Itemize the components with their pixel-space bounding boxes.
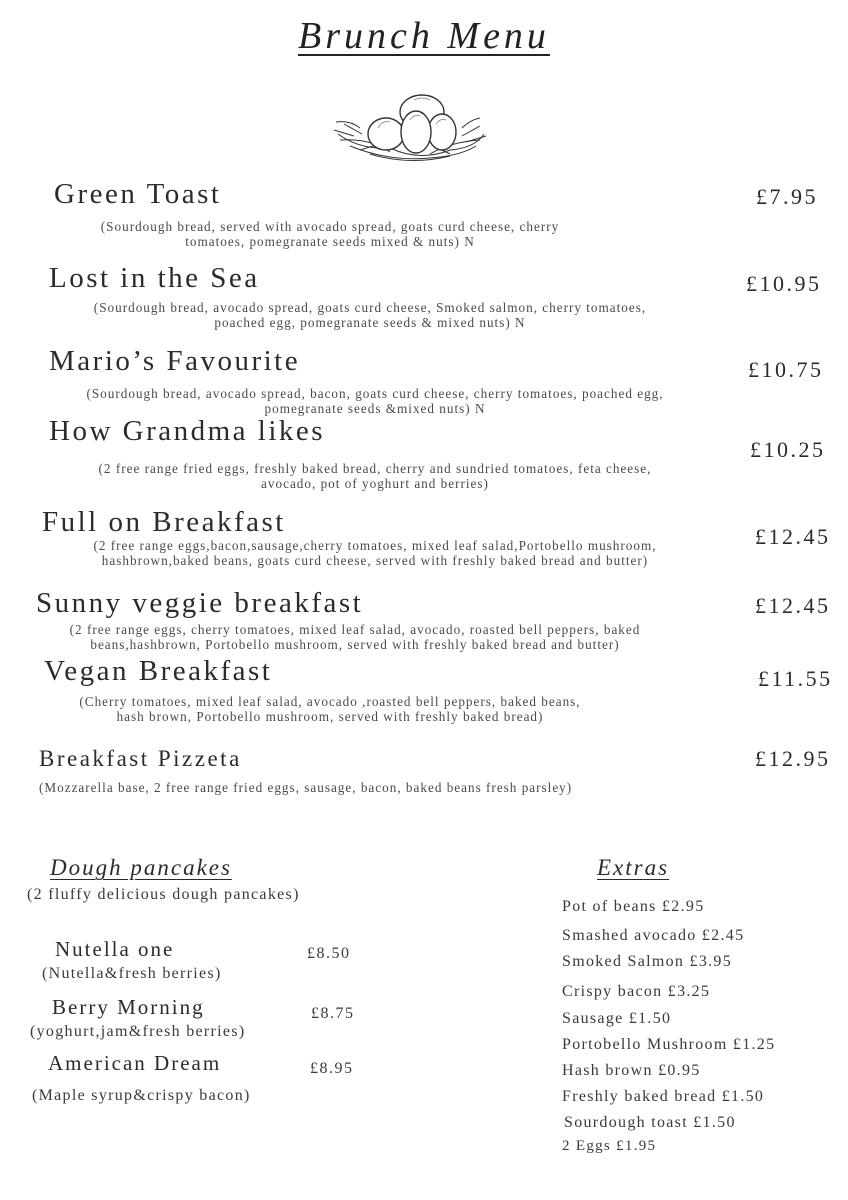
- extras-item: Hash brown £0.95: [562, 1062, 701, 1079]
- menu-item-price: £12.95: [755, 746, 831, 771]
- pancake-item-price: £8.50: [307, 945, 351, 962]
- menu-item-price: £7.95: [756, 184, 818, 209]
- menu-item-description: (Sourdough bread, avocado spread, bacon, goats curd cheese, cherry tomatoes, poached egg, pomegranate seeds &mixed nuts) N: [86, 386, 664, 416]
- pancakes-section-title: Dough pancakes: [50, 855, 232, 880]
- pancake-item-name: American Dream: [48, 1051, 222, 1075]
- pancake-item-price: £8.95: [310, 1060, 354, 1077]
- menu-item-name: Mario’s Favourite: [49, 345, 301, 377]
- menu-item-price: £12.45: [755, 593, 831, 618]
- menu-item-description: (2 free range eggs, cherry tomatoes, mixed leaf salad, avocado, roasted bell peppers, baked beans,hashbrown, Portobello mushroom, served with freshly baked bread and butter): [69, 622, 641, 652]
- extras-item: Sourdough toast £1.50: [564, 1114, 736, 1131]
- menu-item-description: (Cherry tomatoes, mixed leaf salad, avocado ,roasted bell peppers, baked beans, hash brown, Portobello mushroom, served with freshly baked bread): [79, 694, 581, 724]
- pancake-item-price: £8.75: [311, 1005, 355, 1022]
- extras-section-title: Extras: [597, 855, 670, 880]
- menu-item-name: Lost in the Sea: [49, 262, 260, 294]
- menu-item-price: £10.25: [750, 437, 826, 462]
- menu-item-name: Vegan Breakfast: [44, 655, 273, 687]
- page-title: Brunch Menu: [298, 15, 550, 57]
- pancake-item-description: (Nutella&fresh berries): [42, 965, 222, 982]
- extras-item: Smoked Salmon £3.95: [562, 953, 733, 970]
- pancake-item-description: (yoghurt,jam&fresh berries): [30, 1023, 246, 1040]
- menu-item-description: (2 free range eggs,bacon,sausage,cherry tomatoes, mixed leaf salad,Portobello mushroom, hashbrown,baked beans, goats curd cheese, served with freshly baked bread and butter): [93, 538, 657, 568]
- pancakes-subtitle: (2 fluffy delicious dough pancakes): [27, 886, 300, 903]
- menu-item-description: (Sourdough bread, avocado spread, goats curd cheese, Smoked salmon, cherry tomatoes, poached egg, pomegranate seeds & mixed nuts) N: [93, 300, 647, 330]
- menu-item-price: £10.95: [746, 271, 822, 296]
- extras-item: Crispy bacon £3.25: [562, 983, 711, 1000]
- pancake-item-name: Berry Morning: [52, 995, 205, 1019]
- extras-item: Portobello Mushroom £1.25: [562, 1036, 776, 1053]
- extras-item: Sausage £1.50: [562, 1010, 672, 1027]
- menu-item-description: (Mozzarella base, 2 free range fried eggs, sausage, bacon, baked beans fresh parsley): [39, 780, 573, 795]
- pancake-item-description: (Maple syrup&crispy bacon): [32, 1087, 251, 1104]
- menu-item-description: (Sourdough bread, served with avocado spread, goats curd cheese, cherry tomatoes, pomegranate seeds mixed & nuts) N: [100, 219, 560, 249]
- menu-item-price: £12.45: [755, 524, 831, 549]
- menu-item-price: £10.75: [748, 357, 824, 382]
- menu-item-name: Sunny veggie breakfast: [36, 587, 364, 619]
- egg-nest-illustration: [330, 90, 490, 170]
- pancake-item-name: Nutella one: [55, 937, 175, 961]
- menu-item-name: Green Toast: [54, 178, 222, 210]
- extras-item: 2 Eggs £1.95: [562, 1138, 657, 1154]
- menu-item-name: Breakfast Pizzeta: [39, 746, 242, 771]
- menu-item-name: How Grandma likes: [49, 415, 326, 447]
- extras-item: Pot of beans £2.95: [562, 898, 705, 915]
- extras-item: Smashed avocado £2.45: [562, 927, 745, 944]
- extras-item: Freshly baked bread £1.50: [562, 1088, 765, 1105]
- menu-item-name: Full on Breakfast: [42, 506, 286, 538]
- menu-item-price: £11.55: [758, 666, 833, 691]
- menu-item-description: (2 free range fried eggs, freshly baked bread, cherry and sundried tomatoes, feta cheese, avocado, pot of yoghurt and berries): [98, 461, 652, 491]
